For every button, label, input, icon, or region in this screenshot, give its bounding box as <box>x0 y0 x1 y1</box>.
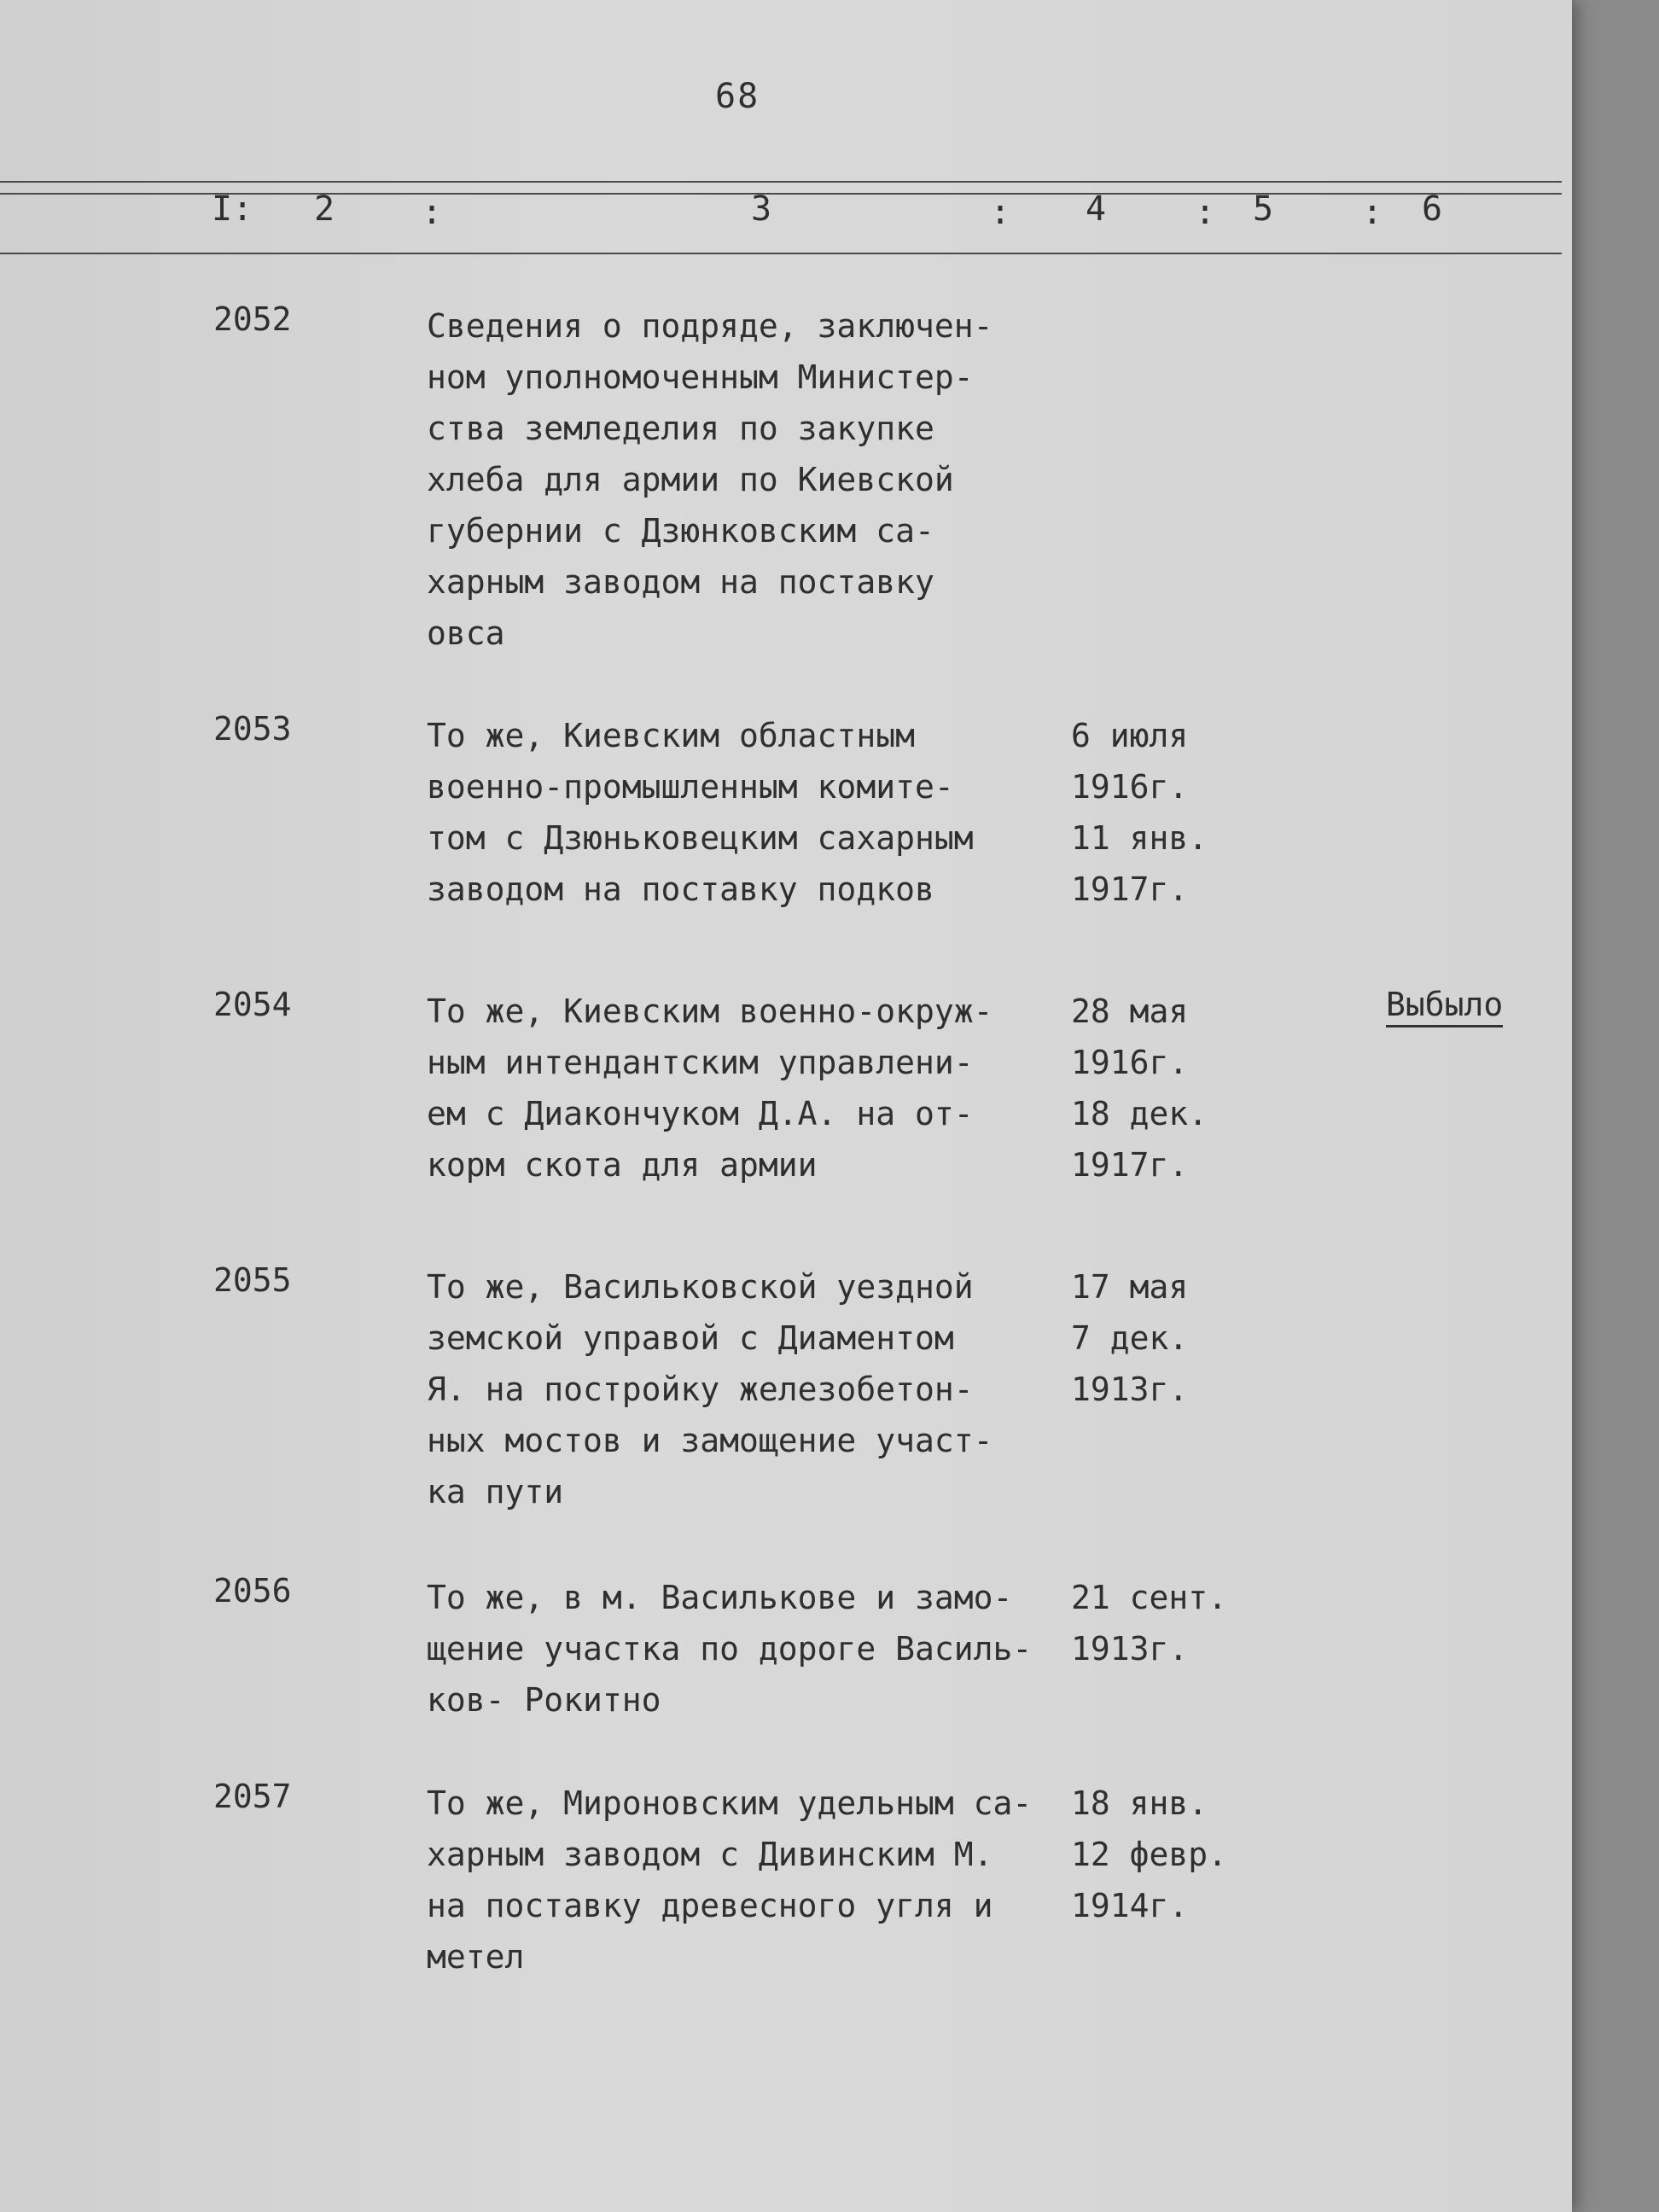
entry-description: То же, Киевским военно-окруж- ным интендантским управлени- ем с Диакончуком Д.А. на от- корм скота для армии <box>427 992 993 1184</box>
column-header-4: 4 <box>1086 189 1107 229</box>
entry-dates: 17 мая 7 дек. 1913г. <box>1071 1268 1189 1408</box>
entry-note: Выбыло <box>1386 986 1503 1027</box>
column-separator: : <box>1195 193 1216 232</box>
entry-number: 2053 <box>213 710 292 748</box>
column-header-3: 3 <box>751 189 772 229</box>
entry-description: То же, Васильковской уездной земской управой с Диаментом Я. на постройку железобетон- ных мостов и замощение участ- ка пути <box>427 1268 993 1511</box>
entry-dates: 28 мая 1916г. 18 дек. 1917г. <box>1071 992 1208 1184</box>
entry-dates: 6 июля 1916г. 11 янв. 1917г. <box>1071 717 1208 908</box>
entry-dates: 21 сент. 1913г. <box>1071 1579 1228 1668</box>
column-header-6: 6 <box>1422 189 1443 229</box>
header-rule-top <box>0 181 1562 183</box>
entry-description: То же, Мироновским удельным са- харным заводом с Дивинским М. на поставку древесного угля и метел <box>427 1784 1033 1976</box>
column-header-2: 2 <box>314 189 335 229</box>
column-header-1: I: <box>212 189 253 229</box>
entry-number: 2056 <box>213 1572 292 1610</box>
header-rule-bottom <box>0 253 1562 254</box>
entry-number: 2054 <box>213 986 292 1023</box>
entry-description: Сведения о подряде, заключен- ном уполномоченным Министер- ства земледелия по закупке хлеба для армии по Киевской губернии с Дзюнковским са- харным заводом на поставку овса <box>427 307 993 652</box>
entry-description: То же, в м. Василькове и замо- щение участка по дороге Василь- ков- Рокитно <box>427 1579 1033 1719</box>
entry-number: 2057 <box>213 1778 292 1815</box>
column-header-5: 5 <box>1253 189 1274 229</box>
entry-dates: 18 янв. 12 февр. 1914г. <box>1071 1784 1228 1924</box>
entry-number: 2052 <box>213 300 292 338</box>
page-number: 68 <box>715 77 760 116</box>
column-separator: : <box>1362 193 1383 232</box>
entry-description: То же, Киевским областным военно-промышленным комите- том с Дзюньковецким сахарным заводом на поставку подков <box>427 717 974 908</box>
entry-number: 2055 <box>213 1261 292 1299</box>
column-separator: : <box>422 193 443 232</box>
column-separator: : <box>990 193 1011 232</box>
